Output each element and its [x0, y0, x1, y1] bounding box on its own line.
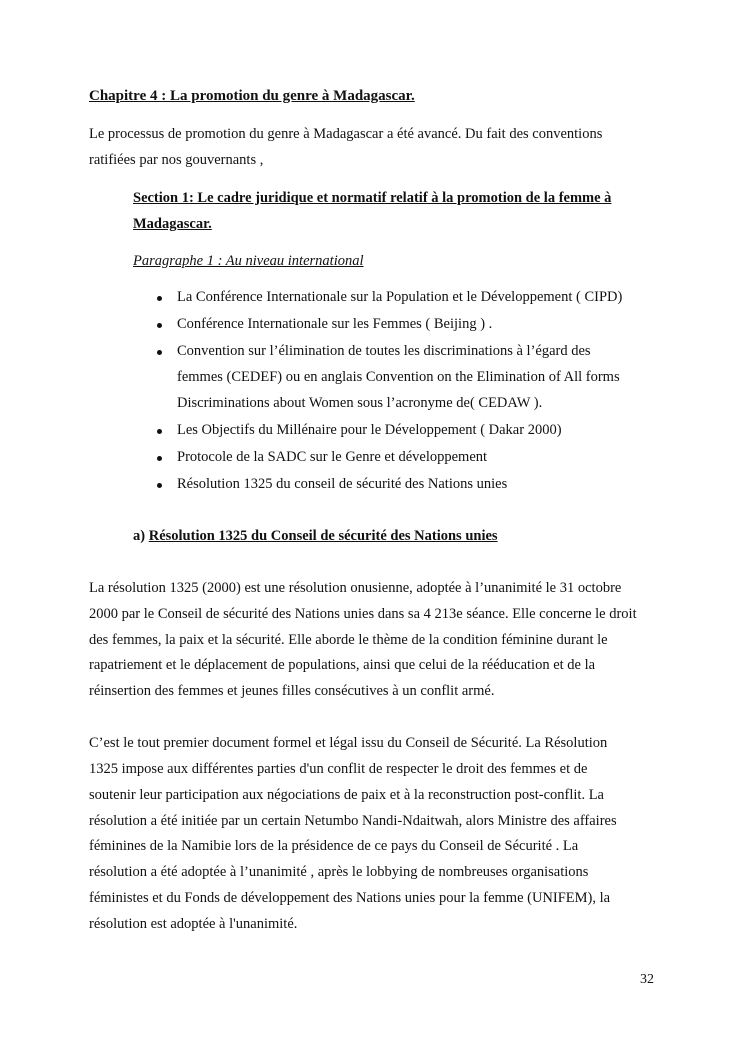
list-item: Convention sur l’élimination de toutes les discriminations à l’égard des: [177, 343, 591, 359]
subsection-title: Résolution 1325 du Conseil de sécurité des Nations unies: [148, 528, 498, 544]
paragraph-title: Paragraphe 1 : Au niveau international: [133, 253, 364, 269]
body-line: La résolution 1325 (2000) est une résolution onusienne, adoptée à l’unanimité le 31 octobre: [89, 580, 622, 596]
chapter-title: Chapitre 4 : La promotion du genre à Madagascar.: [89, 88, 415, 104]
body-line: 1325 impose aux différentes parties d'un conflit de respecter le droit des femmes et de: [89, 761, 588, 777]
body-line: résolution est adoptée à l'unanimité.: [89, 916, 298, 932]
body-line: C’est le tout premier document formel et légal issu du Conseil de Sécurité. La Résolution: [89, 735, 608, 751]
body-line: des femmes, la paix et la sécurité. Elle aborde le thème de la condition féminine durant le: [89, 632, 608, 648]
intro-line-1: Le processus de promotion du genre à Madagascar a été avancé. Du fait des conventions: [89, 126, 603, 142]
body-line: résolution a été adoptée à l’unanimité , après le lobbying de nombreuses organisations: [89, 864, 589, 880]
list-item: Les Objectifs du Millénaire pour le Développement ( Dakar 2000): [177, 422, 562, 438]
section-title-line-2: Madagascar.: [133, 216, 212, 232]
bullet-icon: [157, 350, 162, 355]
section-title-line-1: Section 1: Le cadre juridique et normatif relatif à la promotion de la femme à: [133, 190, 612, 206]
intro-line-2: ratifiées par nos gouvernants ,: [89, 152, 264, 168]
body-line: féminines de la Namibie lors de la présidence de ce pays du Conseil de Sécurité . La: [89, 838, 579, 854]
list-item-continuation: Discriminations about Women sous l’acronyme de( CEDAW ).: [177, 395, 543, 411]
body-line: résolution a été initiée par un certain Netumbo Nandi-Ndaitwah, alors Ministre des affaires: [89, 813, 617, 829]
bullet-icon: [157, 323, 162, 328]
body-line: réinsertion des femmes et jeunes filles consécutives à un conflit armé.: [89, 683, 495, 699]
body-line: soutenir leur participation aux négociations de paix et à la reconstruction post-conflit. La: [89, 787, 604, 803]
bullet-icon: [157, 456, 162, 461]
bullet-icon: [157, 429, 162, 434]
body-line: rapatriement et le déplacement de populations, ainsi que celui de la rééducation et de la: [89, 657, 596, 673]
list-item: Protocole de la SADC sur le Genre et développement: [177, 449, 488, 465]
body-line: 2000 par le Conseil de sécurité des Nations unies dans sa 4 213e séance. Elle concerne le droit: [89, 606, 637, 622]
list-item: Conférence Internationale sur les Femmes ( Beijing ) .: [177, 316, 493, 332]
list-item: La Conférence Internationale sur la Population et le Développement ( CIPD): [177, 289, 623, 305]
subsection-prefix: a): [133, 528, 149, 544]
subsection-heading: [133, 528, 498, 545]
page-number: 32: [640, 972, 654, 987]
bullet-icon: [157, 483, 162, 488]
body-line: féministes et du Fonds de développement des Nations unies pour la femme (UNIFEM), la: [89, 890, 611, 906]
list-item-continuation: femmes (CEDEF) ou en anglais Convention on the Elimination of All forms: [177, 369, 620, 385]
bullet-icon: [157, 296, 162, 301]
list-item: Résolution 1325 du conseil de sécurité des Nations unies: [177, 476, 508, 492]
